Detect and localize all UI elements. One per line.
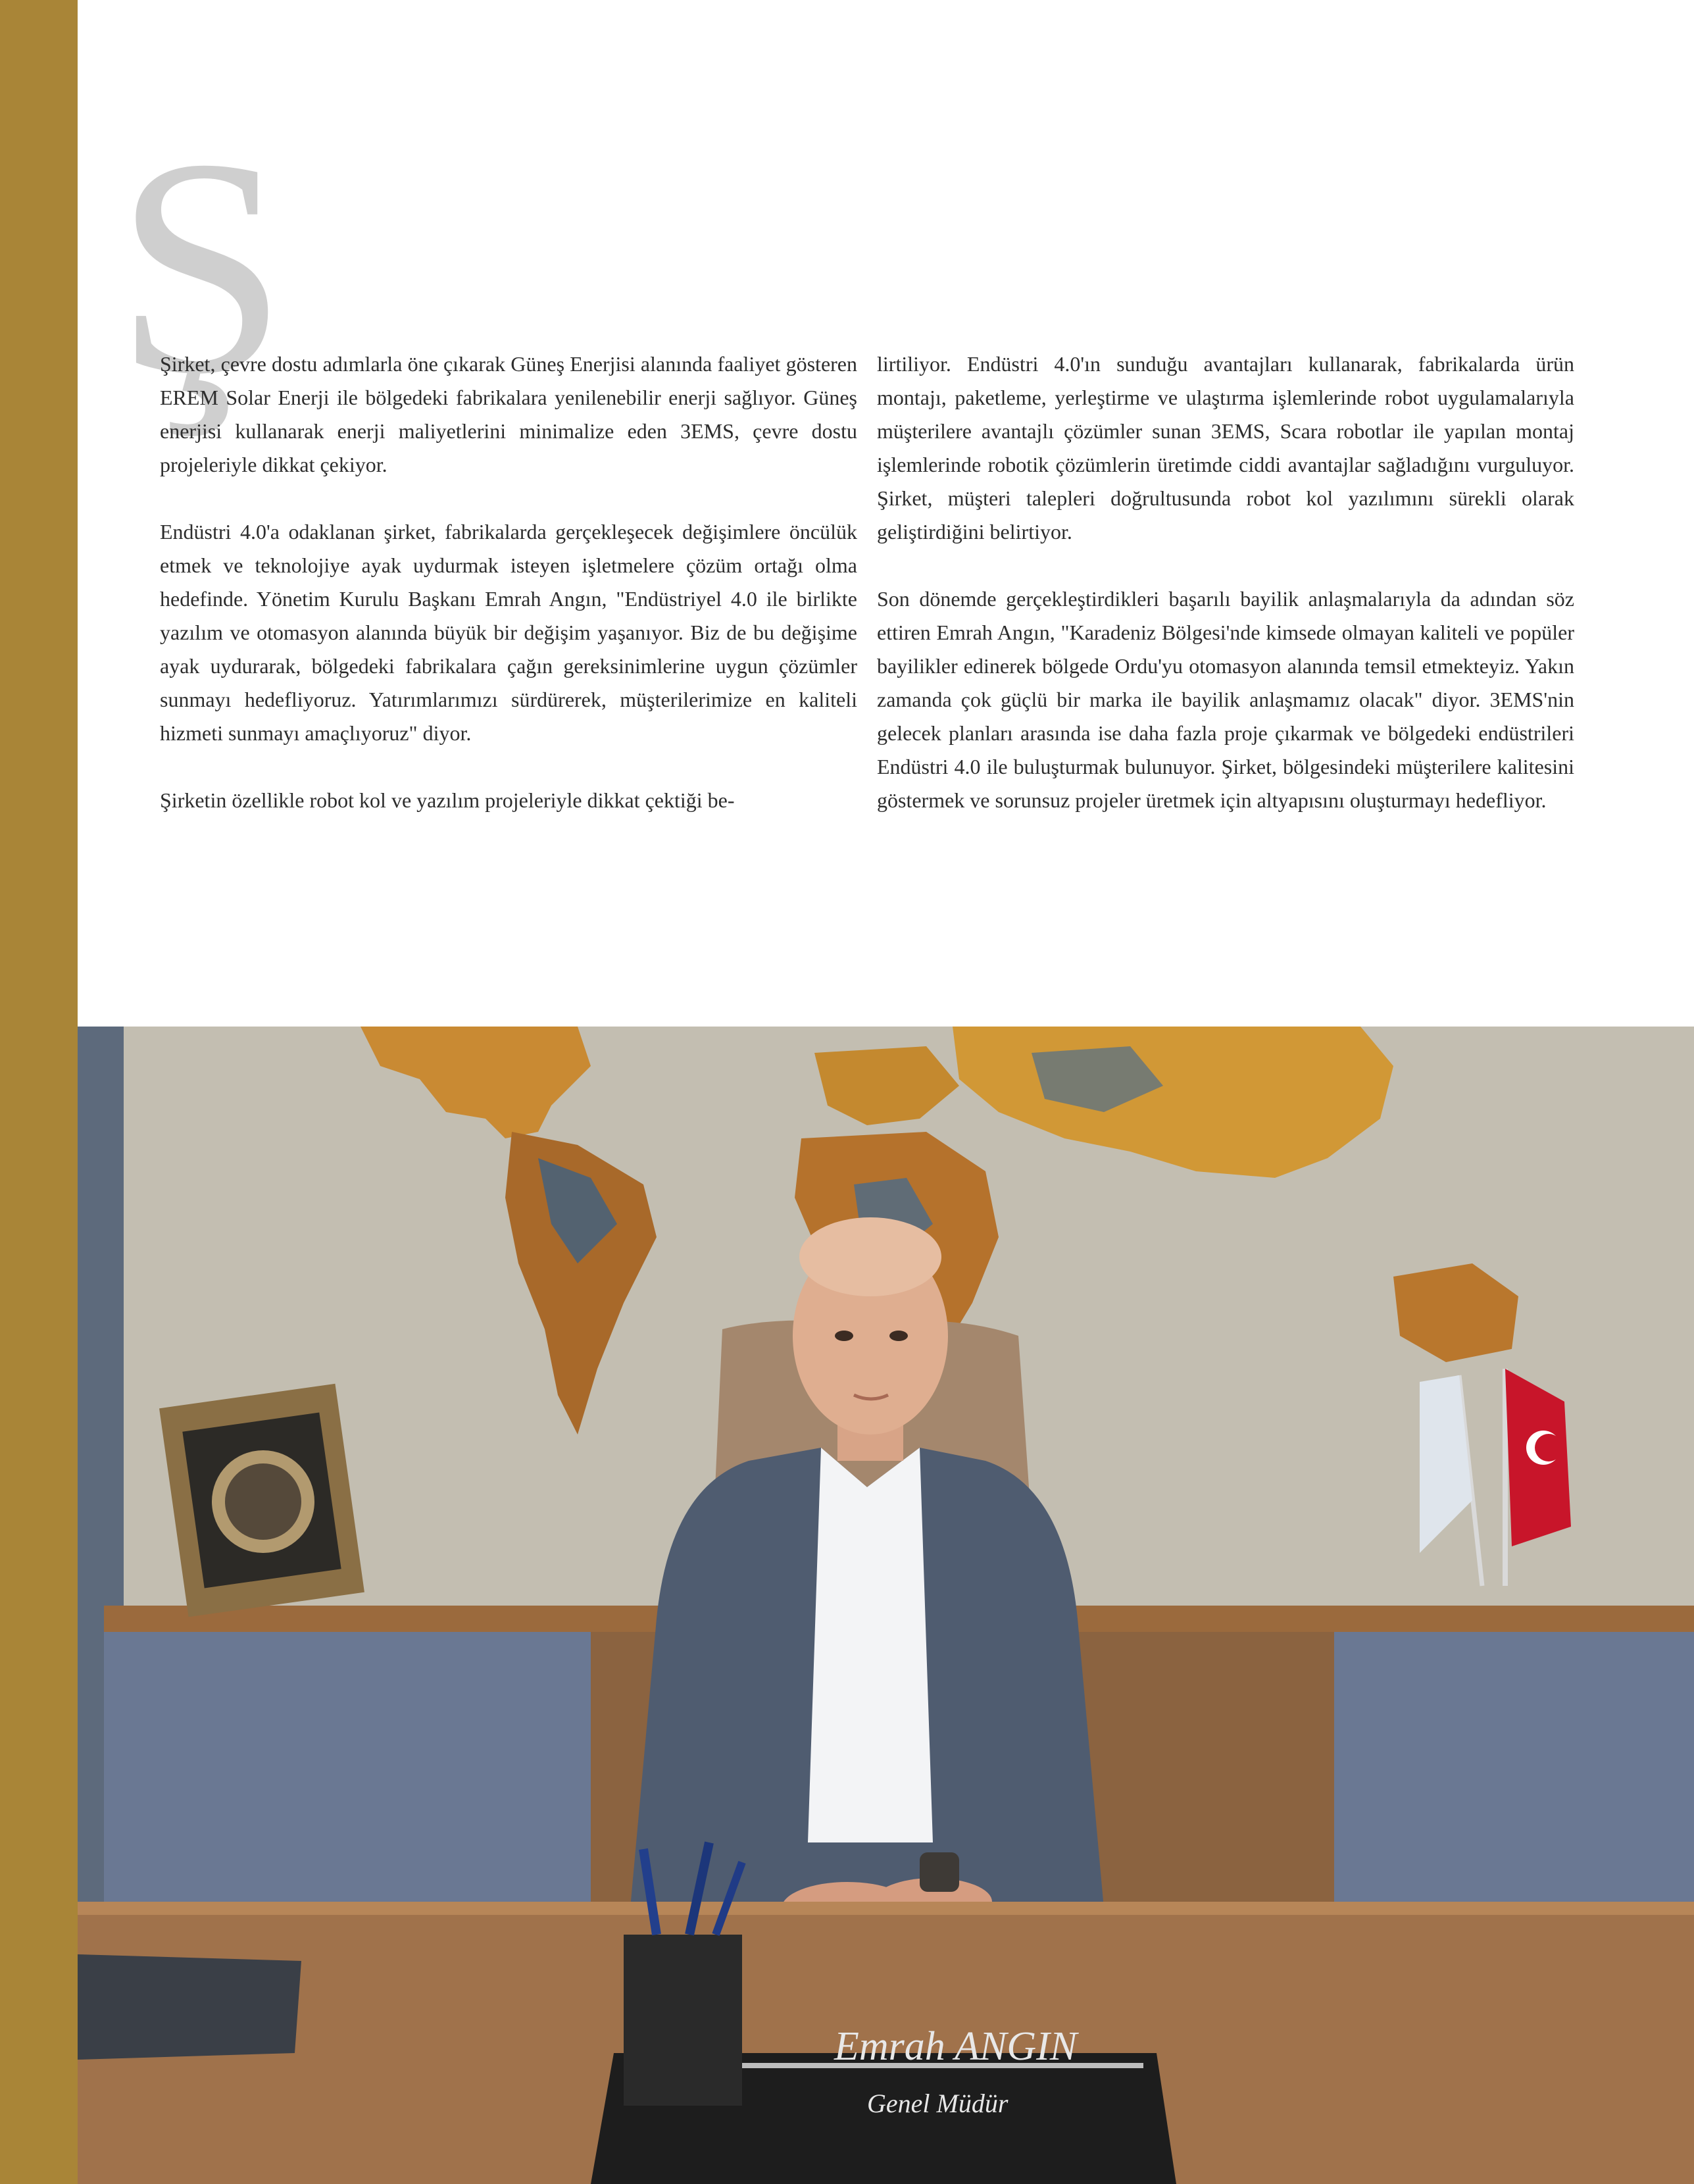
paragraph: Son dönemde gerçekleştirdikleri başarılı bayilik anlaşmalarıyla da adından söz ettiren Emrah Angın, "Karadeniz Bölgesi'nde kimsede olmayan kaliteli ve popüler bayilikler edinerek bölgede Ordu'yu otomasyon alanında temsil etmekteyiz. Yakın zamanda çok güçlü bir marka ile bayilik anlaşmamız olacak" diyor. 3EMS'nin gelecek planları arasında ise daha fazla proje çıkarmak ve bölgedeki endüstrileri Endüstri 4.0 ile buluşturmak bulunuyor. Şirket, bölgesindeki müşterilere kalitesini göstermek ve sorunsuz projeler üretmek için altyapısını oluşturmayı hedefliyor.: [877, 587, 1574, 812]
nameplate-title: Genel Müdür: [867, 2089, 1009, 2118]
paragraph: Şirketin özellikle robot kol ve yazılım projeleriyle dikkat çektiği be-: [160, 788, 735, 812]
office-portrait-photo: [78, 1027, 1694, 2184]
drop-cap-letter: Ş: [115, 95, 287, 438]
article-left-column: [160, 347, 857, 817]
gold-side-bar: [0, 0, 78, 2184]
paragraph: lirtiliyor. Endüstri 4.0'ın sunduğu avantajları kullanarak, fabrikalarda ürün montajı, paketleme, yerleştirme ve ulaştırma işlemlerinde robot uygulamalarıyla müşterilere avantajlı çözümler sunan 3EMS, Scara robotlar ile yapılan montaj işlemlerinde robotik çözümlerin üretimde ciddi avantajlar sağladığını vurguluyor. Şirket, müşteri talepleri doğrultusunda robot kol yazılımını sürekli olarak geliştirdiğini belirtiyor.: [877, 352, 1574, 544]
paragraph: Endüstri 4.0'a odaklanan şirket, fabrikalarda gerçekleşecek değişimlere öncülük etmek ve teknolojiye ayak uydurmak isteyen işletmelere çözüm ortağı olma hedefinde. Yönetim Kurulu Başkanı Emrah Angın, "Endüstriyel 4.0 ile birlikte yazılım ve otomasyon alanında büyük bir değişim yaşanıyor. Biz de bu değişime ayak uydurarak, bölgedeki fabrikalara çağın gereksinimlerine uygun çözümler sunmayı hedefliyoruz. Yatırımlarımızı sürdürerek, müşterilerimize en kaliteli hizmeti sunmayı amaçlıyoruz" diyor.: [160, 520, 857, 745]
nameplate-name: Emrah ANGIN: [834, 2024, 1078, 2069]
article-right-column: [877, 347, 1574, 817]
portrait-frame: [159, 1384, 364, 1617]
paragraph: Şirket, çevre dostu adımlarla öne çıkarak Güneş Enerjisi alanında faaliyet gösteren EREM Solar Enerji ile bölgedeki fabrikalara yenilenebilir enerji sağlıyor. Güneş enerjisi kullanarak enerji maliyetlerini minimalize eden 3EMS, çevre dostu projeleriyle dikkat çekiyor.: [160, 352, 857, 476]
